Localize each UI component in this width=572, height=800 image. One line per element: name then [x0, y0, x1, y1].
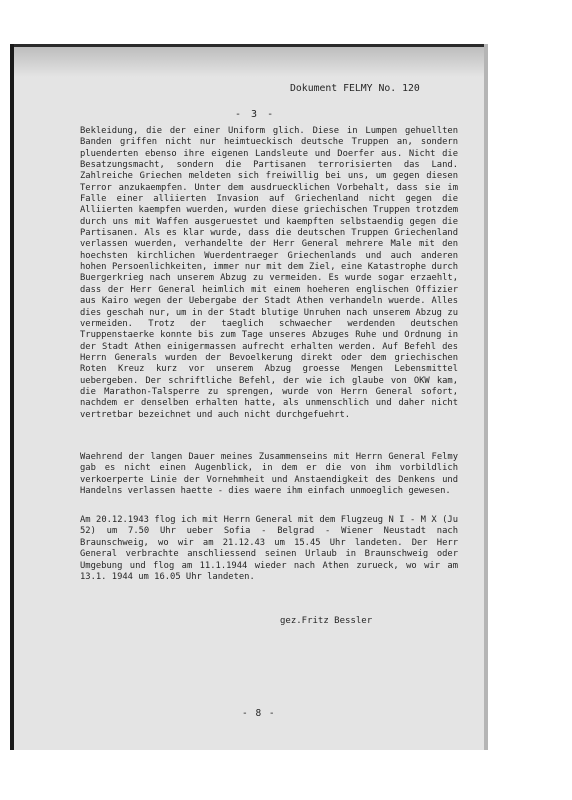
typed-document: [28, 44, 482, 750]
signature-line: gez.Fritz Bessler: [280, 616, 373, 626]
scan-left-edge: [10, 44, 14, 750]
body-paragraph-1: Bekleidung, die der einer Uniform glich. Diese in Lumpen gehuellten Banden griffen nicht nur heimtueckisch deutsche Truppen an, sondern pluenderten ebenso ihre eigenen Landsleute und Doerfer aus. Nicht die Besatzungsmacht, sondern die Partisanen terrorisierten das Land. Zahlreiche Griechen meldeten sich freiwillig bei uns, um gegen diesen Terror anzukaempfen. Unter dem ausdruecklichen Vorbehalt, dass sie im Falle einer alliierten Invasion auf Griechenland nicht gegen die Alliierten kaempfen wuerden, wurden diese griechischen Truppen trotzdem durch uns mit Waffen ausgeruestet und kaempften selbstaendig gegen die Partisanen. Als es klar wurde, dass die deutschen Truppen Griechenland verlassen wuerden, verhandelte der Herr General mehrere Male mit den hoechsten kirchlichen Wuerdentraeger Griechenlands und auch anderen hohen Persoenlichkeiten, immer nur mit dem Ziel, eine Katastrophe durch Buergerkrieg nach unserem Abzug zu vermeiden. Es wurde sogar erzaehlt, dass der Herr General heimlich mit einem hoeheren englischen Offizier aus Kairo wegen der Uebergabe der Stadt Athen verhandeln wuerde. Alles dies geschah nur, um in der Stadt blutige Unruhen nach unserem Abzug zu vermeiden. Trotz der taeglich schwaecher werdenden deutschen Truppenstaerke konnte bis zum Tage unseres Abzuges Ruhe und Ordnung in der Stadt Athen einigermassen aufrecht erhalten werden. Auf Befehl des Herrn Generals wurden der Bevoelkerung direkt oder dem griechischen Roten Kreuz kurz vor unserem Abzug groesse Mengen Lebensmittel uebergeben. Der schriftliche Befehl, der wie ich glaube von OKW kam, die Marathon-Talsperre zu sprengen, wurde von Herrn General sofort, nachdem er denselben erhalten hatte, als unmenschlich und daher nicht vertretbar bezeichnet und auch nicht durchgefuehrt.: [80, 126, 458, 420]
page-number-bottom: - 8 -: [242, 708, 276, 719]
body-paragraph-2: Waehrend der langen Dauer meines Zusammenseins mit Herrn General Felmy gab es nicht einen Augenblick, in dem er die von ihm vorbildlich verkoerperte Linie der Vornehmheit und Anstaendigkeit des Denkens und Handelns verlassen haette - dies waere ihm einfach unmoeglich gewesen.: [80, 452, 458, 497]
scanned-page: [10, 44, 488, 750]
document-reference: Dokument FELMY No. 120: [290, 83, 420, 94]
body-paragraph-3: Am 20.12.1943 flog ich mit Herrn General mit dem Flugzeug N I - M X (Ju 52) um 7.50 Uhr ueber Sofia - Belgrad - Wiener Neustadt nach Braunschweig, wo wir am 21.12.43 um 15.45 Uhr landeten. Der Herr General verbrachte anschliessend seinen Urlaub in Braunschweig oder Umgebung und flog am 11.1.1944 wieder nach Athen zurueck, wo wir am 13.1. 1944 um 16.05 Uhr landeten.: [80, 515, 458, 583]
scan-right-edge: [484, 44, 488, 750]
page-number-top: - 3 -: [235, 109, 276, 120]
